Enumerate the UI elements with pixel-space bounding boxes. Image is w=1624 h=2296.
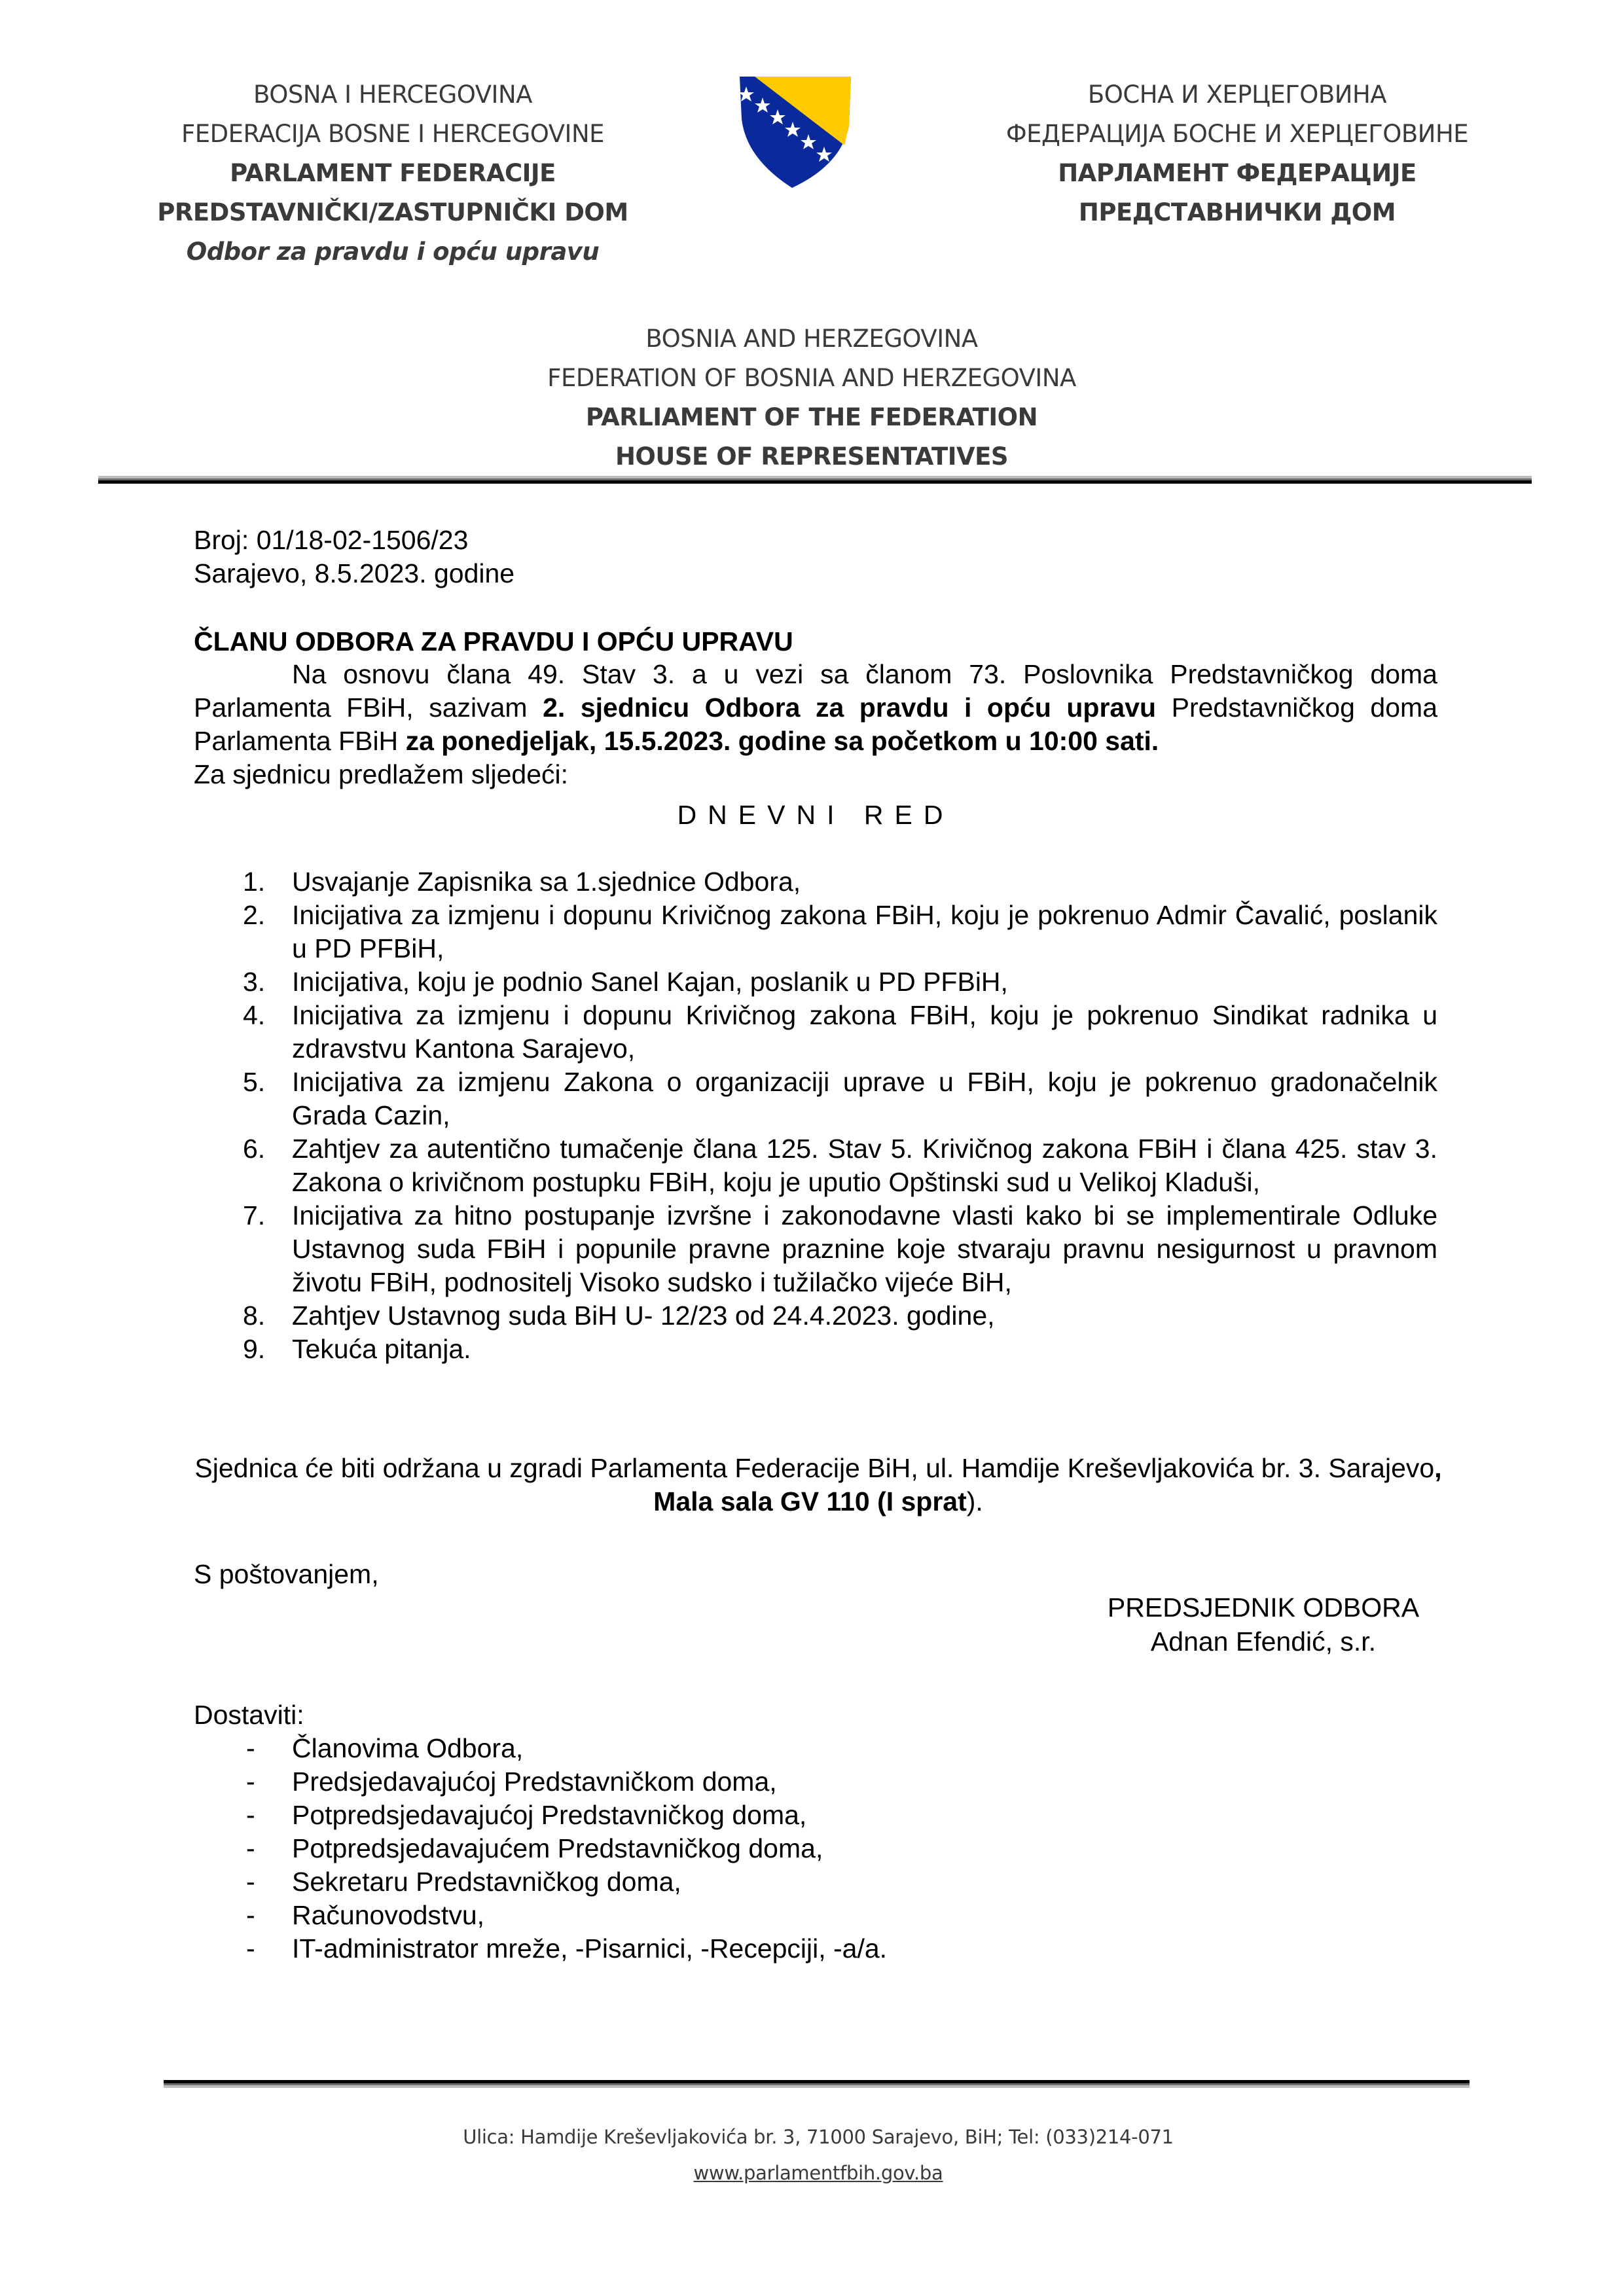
- header-left-line4: PREDSTAVNIČKI/ZASTUPNIČKI DOM: [157, 198, 628, 226]
- website-link[interactable]: www.parlamentfbih.gov.ba: [693, 2162, 943, 2184]
- distribution-item: [194, 1765, 1437, 1799]
- distribution-item-text: Članovima Odbora,: [292, 1733, 524, 1763]
- agenda-item-text: Inicijativa, koju je podnio Sanel Kajan, poslanik u PD PFBiH,: [292, 967, 1008, 997]
- agenda-item-number: 9.: [243, 1334, 266, 1364]
- distribution-item: [194, 1899, 1437, 1932]
- agenda-item-number: 2.: [243, 900, 266, 930]
- distribution-item-text: Potpredsjedavajućoj Predstavničkog doma,: [292, 1800, 807, 1830]
- header-center-block: [452, 319, 1172, 476]
- distribution-block: [194, 1698, 1437, 1965]
- footer: [164, 2119, 1473, 2191]
- distribution-item: [194, 1832, 1437, 1865]
- agenda-item: [194, 1299, 1437, 1333]
- agenda-item-text: Inicijativa za izmjenu Zakona o organizaciji uprave u FBiH, koju je pokrenuo gradonačelnik Grada Cazin,: [292, 1067, 1437, 1130]
- agenda-item: [194, 1199, 1437, 1299]
- intro-part3: Predstavničkog doma Parlamenta FBiH: [194, 692, 1437, 756]
- agenda-item-number: 3.: [243, 967, 266, 997]
- agenda-item-number: 8.: [243, 1300, 266, 1331]
- bullet-dash: -: [246, 1867, 255, 1897]
- star-icon: [832, 160, 844, 173]
- agenda-item: [194, 1132, 1437, 1199]
- agenda-item-text: Zahtjev za autentično tumačenje člana 125. Stav 5. Krivičnog zakona FBiH i člana 425. stav 3. Zakona o krivičnom postupku FBiH, koju je uputio Opštinski sud u Velikoj Kladuši,: [292, 1134, 1437, 1197]
- signature-block: [1034, 1590, 1492, 1659]
- greeting: S poštovanjem,: [194, 1559, 379, 1589]
- agenda-item-number: 5.: [243, 1067, 266, 1097]
- committee-name: Odbor za pravdu i opću upravu: [186, 238, 600, 266]
- header-left-line1: BOSNA I HERCEGOVINA: [253, 81, 532, 109]
- session-name: 2. sjednicu Odbora za pravdu i opću upravu: [543, 692, 1157, 723]
- session-date-time: za ponedjeljak, 15.5.2023. godine sa početkom u 10:00 sati.: [405, 726, 1159, 756]
- bullet-dash: -: [246, 1933, 255, 1964]
- bullet-dash: -: [246, 1800, 255, 1830]
- agenda-item-text: Inicijativa za izmjenu i dopunu Krivičnog zakona FBiH, koju je pokrenuo Sindikat radnika u zdravstvu Kantona Sarajevo,: [292, 1000, 1437, 1064]
- agenda-item-number: 1.: [243, 867, 266, 897]
- distribution-item: [194, 1732, 1437, 1765]
- agenda-item: [194, 865, 1437, 899]
- header-center-line4: HOUSE OF REPRESENTATIVES: [615, 442, 1009, 471]
- document-meta: [194, 524, 1437, 590]
- header-right-line1: БОСНА И ХЕРЦЕГОВИНА: [1087, 81, 1387, 109]
- signature-title: PREDSJEDNIK ODBORA: [1107, 1592, 1420, 1623]
- agenda-item: [194, 965, 1437, 999]
- signature-name: Adnan Efendić, s.r.: [1150, 1626, 1377, 1657]
- header-center-line2: FEDERATION OF BOSNIA AND HERZEGOVINA: [547, 364, 1076, 392]
- intro-text: [194, 658, 1437, 758]
- agenda-item: [194, 899, 1437, 965]
- header-right-line3: ПАРЛАМЕНТ ФЕДЕРАЦИЈЕ: [1058, 159, 1416, 187]
- intro-last-line: Za sjednicu predlažem sljedeći:: [194, 759, 568, 789]
- distribution-item-text: Potpredsjedavajućem Predstavničkog doma,: [292, 1833, 823, 1863]
- intro-part1: Na osnovu člana 49. Stav 3. a u vezi sa članom 73. Poslovnika Predstavničkog doma Parlamenta FBiH, sazivam: [194, 659, 1437, 723]
- bih-coat-of-arms-icon: [736, 73, 854, 191]
- distribution-label: Dostaviti:: [194, 1700, 304, 1730]
- agenda-item-text: Tekuća pitanja.: [292, 1334, 471, 1364]
- distribution-item-text: IT-administrator mreže, -Pisarnici, -Recepciji, -a/a.: [292, 1933, 888, 1964]
- agenda-item: [194, 999, 1437, 1066]
- document-place-date: Sarajevo, 8.5.2023. godine: [194, 558, 515, 588]
- agenda-item-text: Inicijativa za hitno postupanje izvršne i zakonodavne vlasti kako bi se implementirale Odluke Ustavnog suda FBiH i popunile pravne praznine koje stvaraju pravnu nesigurnost u pravnom životu FBiH, podnositelj Visoko sudsko i tužilačko vijeće BiH,: [292, 1200, 1437, 1297]
- agenda-list: [194, 865, 1437, 1366]
- header-right-line4: ПРЕДСТАВНИЧКИ ДОМ: [1078, 198, 1396, 226]
- agenda-item-text: Inicijativa za izmjenu i dopunu Krivičnog zakona FBiH, koju je pokrenuo Admir Čavalić, poslanik u PD PFBiH,: [292, 900, 1437, 963]
- recipient-heading: ČLANU ODBORA ZA PRAVDU I OPĆU UPRAVU: [194, 626, 793, 656]
- distribution-item: [194, 1799, 1437, 1832]
- venue-room: , Mala sala GV 110 (I sprat: [653, 1453, 1442, 1516]
- header-left-line3: PARLAMENT FEDERACIJE: [230, 159, 556, 187]
- bullet-dash: -: [246, 1833, 255, 1863]
- document-number: Broj: 01/18-02-1506/23: [194, 525, 469, 555]
- distribution-list: [194, 1732, 1437, 1965]
- distribution-item-text: Računovodstvu,: [292, 1900, 485, 1930]
- venue-part3: ).: [966, 1486, 983, 1516]
- header-left-block: [137, 75, 648, 272]
- agenda-item: [194, 1066, 1437, 1132]
- footer-divider: [164, 2080, 1470, 2088]
- agenda-item-number: 6.: [243, 1134, 266, 1164]
- venue-paragraph: [164, 1452, 1473, 1518]
- agenda-item-number: 7.: [243, 1200, 266, 1230]
- bullet-dash: -: [246, 1900, 255, 1930]
- distribution-item-text: Sekretaru Predstavničkog doma,: [292, 1867, 681, 1897]
- intro-paragraph: [194, 658, 1437, 791]
- agenda-title: DNEVNI RED: [677, 800, 954, 830]
- header-left-line2: FEDERACIJA BOSNE I HERCEGOVINE: [181, 120, 604, 148]
- venue-part1: Sjednica će biti održana u zgradi Parlamenta Federacije BiH, ul. Hamdije Kreševljakovića br. 3. Sarajevo: [194, 1453, 1435, 1483]
- bullet-dash: -: [246, 1733, 255, 1763]
- venue-text: [164, 1452, 1473, 1518]
- agenda-item: [194, 1333, 1437, 1366]
- distribution-item: [194, 1932, 1437, 1965]
- header-right-line2: ФЕДЕРАЦИЈА БОСНЕ И ХЕРЦЕГОВИНЕ: [1005, 120, 1469, 148]
- agenda-item-text: Zahtjev Ustavnog suda BiH U- 12/23 od 24.4.2023. godine,: [292, 1300, 995, 1331]
- header-center-line3: PARLIAMENT OF THE FEDERATION: [585, 403, 1038, 431]
- agenda-item-text: Usvajanje Zapisnika sa 1.sjednice Odbora,: [292, 867, 801, 897]
- distribution-item: [194, 1865, 1437, 1899]
- header-center-line1: BOSNIA AND HERZEGOVINA: [645, 325, 978, 353]
- distribution-item-text: Predsjedavajućoj Predstavničkom doma,: [292, 1767, 777, 1797]
- header-right-block: [956, 75, 1519, 232]
- agenda-item-number: 4.: [243, 1000, 266, 1030]
- header-divider: [98, 476, 1532, 484]
- bullet-dash: -: [246, 1767, 255, 1797]
- footer-address: Ulica: Hamdije Kreševljakovića br. 3, 71000 Sarajevo, BiH; Tel: (033)214-071: [463, 2126, 1174, 2148]
